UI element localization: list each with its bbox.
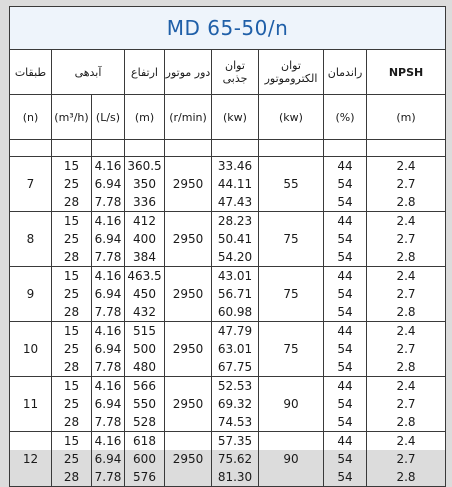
cell-head: 550 xyxy=(125,395,165,413)
cell-head: 360.5 xyxy=(125,157,165,176)
cell-npsh: 2.4 xyxy=(367,157,446,176)
table-row xyxy=(10,395,446,413)
cell-npsh: 2.7 xyxy=(367,340,446,358)
cell-efficiency: 54 xyxy=(324,230,367,248)
cell-efficiency: 44 xyxy=(324,322,367,341)
header-npsh: NPSH xyxy=(367,50,446,95)
unit-npsh: (m) xyxy=(367,95,446,140)
cell-shaft-power: 60.98 xyxy=(212,303,259,322)
units-row xyxy=(10,95,446,140)
cell-head: 384 xyxy=(125,248,165,267)
cell-stages: 10 xyxy=(10,322,52,377)
cell-efficiency: 54 xyxy=(324,175,367,193)
cell-flow-ls: 6.94 xyxy=(92,175,125,193)
cell-npsh: 2.4 xyxy=(367,322,446,341)
cell-flow-ls: 7.78 xyxy=(92,468,125,487)
cell-flow-m3h: 15 xyxy=(52,157,92,176)
cell-flow-ls: 4.16 xyxy=(92,267,125,286)
cell-head: 336 xyxy=(125,193,165,212)
header-flow: آبدهی xyxy=(52,50,125,95)
cell-speed: 2950 xyxy=(165,432,212,487)
cell-motor-power: 90 xyxy=(259,377,324,432)
cell-shaft-power: 63.01 xyxy=(212,340,259,358)
cell-motor-power: 75 xyxy=(259,267,324,322)
cell-npsh: 2.7 xyxy=(367,395,446,413)
cell-npsh: 2.4 xyxy=(367,212,446,231)
cell-stages: 7 xyxy=(10,157,52,212)
cell-efficiency: 54 xyxy=(324,285,367,303)
cell-npsh: 2.8 xyxy=(367,248,446,267)
cell-shaft-power: 28.23 xyxy=(212,212,259,231)
cell-npsh: 2.8 xyxy=(367,193,446,212)
cell-flow-ls: 7.78 xyxy=(92,413,125,432)
cell-flow-m3h: 25 xyxy=(52,230,92,248)
cell-efficiency: 44 xyxy=(324,157,367,176)
cell-flow-m3h: 15 xyxy=(52,267,92,286)
cell-flow-m3h: 25 xyxy=(52,175,92,193)
table-row xyxy=(10,230,446,248)
cell-flow-m3h: 15 xyxy=(52,377,92,396)
cell-stages: 8 xyxy=(10,212,52,267)
header-head: ارتفاع xyxy=(125,50,165,95)
cell-efficiency: 44 xyxy=(324,377,367,396)
cell-npsh: 2.8 xyxy=(367,468,446,487)
cell-flow-m3h: 15 xyxy=(52,432,92,451)
cell-efficiency: 54 xyxy=(324,340,367,358)
cell-shaft-power: 81.30 xyxy=(212,468,259,487)
cell-npsh: 2.8 xyxy=(367,358,446,377)
cell-head: 618 xyxy=(125,432,165,451)
header-stages: طبقات xyxy=(10,50,52,95)
cell-head: 515 xyxy=(125,322,165,341)
cell-stages: 12 xyxy=(10,432,52,487)
cell-efficiency: 44 xyxy=(324,267,367,286)
cell-flow-ls: 7.78 xyxy=(92,193,125,212)
cell-shaft-power: 56.71 xyxy=(212,285,259,303)
table-body xyxy=(10,157,446,487)
cell-flow-m3h: 28 xyxy=(52,413,92,432)
pump-performance-table xyxy=(9,6,446,487)
cell-efficiency: 54 xyxy=(324,395,367,413)
cell-flow-m3h: 28 xyxy=(52,358,92,377)
cell-head: 412 xyxy=(125,212,165,231)
cell-flow-m3h: 28 xyxy=(52,248,92,267)
model-title: MD 65-50/n xyxy=(10,7,446,50)
cell-shaft-power: 52.53 xyxy=(212,377,259,396)
cell-motor-power: 75 xyxy=(259,322,324,377)
cell-shaft-power: 47.79 xyxy=(212,322,259,341)
cell-head: 600 xyxy=(125,450,165,468)
cell-shaft-power: 54.20 xyxy=(212,248,259,267)
table-row xyxy=(10,468,446,487)
cell-motor-power: 55 xyxy=(259,157,324,212)
cell-flow-ls: 6.94 xyxy=(92,450,125,468)
cell-flow-ls: 7.78 xyxy=(92,303,125,322)
table-row xyxy=(10,358,446,377)
cell-stages: 9 xyxy=(10,267,52,322)
cell-flow-m3h: 25 xyxy=(52,285,92,303)
cell-shaft-power: 57.35 xyxy=(212,432,259,451)
unit-speed: (r/min) xyxy=(165,95,212,140)
cell-efficiency: 54 xyxy=(324,193,367,212)
cell-flow-m3h: 25 xyxy=(52,450,92,468)
cell-npsh: 2.7 xyxy=(367,450,446,468)
cell-npsh: 2.7 xyxy=(367,285,446,303)
cell-flow-m3h: 28 xyxy=(52,193,92,212)
cell-shaft-power: 44.11 xyxy=(212,175,259,193)
unit-flow-ls: (L/s) xyxy=(92,95,125,140)
unit-motor-power: (kw) xyxy=(259,95,324,140)
cell-speed: 2950 xyxy=(165,267,212,322)
cell-flow-ls: 6.94 xyxy=(92,340,125,358)
cell-speed: 2950 xyxy=(165,322,212,377)
spacer-row xyxy=(10,140,446,157)
cell-flow-m3h: 28 xyxy=(52,303,92,322)
cell-flow-ls: 7.78 xyxy=(92,358,125,377)
cell-speed: 2950 xyxy=(165,377,212,432)
cell-shaft-power: 43.01 xyxy=(212,267,259,286)
cell-head: 528 xyxy=(125,413,165,432)
unit-head: (m) xyxy=(125,95,165,140)
header-shaft-power: توان جذبی xyxy=(212,50,259,95)
cell-head: 450 xyxy=(125,285,165,303)
header-row xyxy=(10,50,446,95)
table-row xyxy=(10,413,446,432)
cell-npsh: 2.7 xyxy=(367,230,446,248)
cell-shaft-power: 74.53 xyxy=(212,413,259,432)
cell-flow-ls: 6.94 xyxy=(92,230,125,248)
cell-flow-ls: 7.78 xyxy=(92,248,125,267)
cell-shaft-power: 75.62 xyxy=(212,450,259,468)
cell-efficiency: 54 xyxy=(324,248,367,267)
header-speed: دور موتور xyxy=(165,50,212,95)
cell-flow-ls: 6.94 xyxy=(92,395,125,413)
cell-speed: 2950 xyxy=(165,212,212,267)
table-row xyxy=(10,377,446,396)
cell-flow-m3h: 25 xyxy=(52,340,92,358)
cell-efficiency: 54 xyxy=(324,468,367,487)
table-row xyxy=(10,322,446,341)
unit-stages: (n) xyxy=(10,95,52,140)
cell-flow-ls: 4.16 xyxy=(92,157,125,176)
cell-head: 576 xyxy=(125,468,165,487)
cell-npsh: 2.4 xyxy=(367,432,446,451)
cell-flow-ls: 6.94 xyxy=(92,285,125,303)
cell-head: 500 xyxy=(125,340,165,358)
cell-head: 400 xyxy=(125,230,165,248)
cell-head: 463.5 xyxy=(125,267,165,286)
cell-flow-ls: 4.16 xyxy=(92,322,125,341)
cell-head: 350 xyxy=(125,175,165,193)
cell-npsh: 2.7 xyxy=(367,175,446,193)
cell-shaft-power: 67.75 xyxy=(212,358,259,377)
table-row xyxy=(10,157,446,176)
cell-npsh: 2.8 xyxy=(367,413,446,432)
unit-efficiency: (%) xyxy=(324,95,367,140)
table-row xyxy=(10,285,446,303)
cell-motor-power: 75 xyxy=(259,212,324,267)
header-motor-power: توان الکتروموتور xyxy=(259,50,324,95)
cell-flow-ls: 4.16 xyxy=(92,432,125,451)
cell-shaft-power: 47.43 xyxy=(212,193,259,212)
pump-spec-sheet xyxy=(9,6,445,484)
table-row xyxy=(10,248,446,267)
unit-flow-m3h: (m³/h) xyxy=(52,95,92,140)
cell-speed: 2950 xyxy=(165,157,212,212)
cell-shaft-power: 69.32 xyxy=(212,395,259,413)
cell-flow-m3h: 28 xyxy=(52,468,92,487)
cell-motor-power: 90 xyxy=(259,432,324,487)
table-row xyxy=(10,175,446,193)
table-row xyxy=(10,340,446,358)
cell-efficiency: 54 xyxy=(324,358,367,377)
header-efficiency: راندمان xyxy=(324,50,367,95)
cell-flow-ls: 4.16 xyxy=(92,377,125,396)
table-row xyxy=(10,267,446,286)
cell-head: 432 xyxy=(125,303,165,322)
cell-shaft-power: 50.41 xyxy=(212,230,259,248)
cell-head: 566 xyxy=(125,377,165,396)
table-row xyxy=(10,303,446,322)
cell-shaft-power: 33.46 xyxy=(212,157,259,176)
cell-efficiency: 44 xyxy=(324,212,367,231)
cell-efficiency: 54 xyxy=(324,303,367,322)
cell-stages: 11 xyxy=(10,377,52,432)
table-row xyxy=(10,450,446,468)
table-row xyxy=(10,193,446,212)
cell-flow-m3h: 15 xyxy=(52,322,92,341)
cell-efficiency: 54 xyxy=(324,450,367,468)
unit-shaft-power: (kw) xyxy=(212,95,259,140)
table-row xyxy=(10,432,446,451)
table-row xyxy=(10,212,446,231)
cell-flow-m3h: 25 xyxy=(52,395,92,413)
cell-npsh: 2.4 xyxy=(367,377,446,396)
cell-npsh: 2.4 xyxy=(367,267,446,286)
cell-efficiency: 44 xyxy=(324,432,367,451)
cell-head: 480 xyxy=(125,358,165,377)
cell-flow-ls: 4.16 xyxy=(92,212,125,231)
cell-flow-m3h: 15 xyxy=(52,212,92,231)
cell-npsh: 2.8 xyxy=(367,303,446,322)
cell-efficiency: 54 xyxy=(324,413,367,432)
